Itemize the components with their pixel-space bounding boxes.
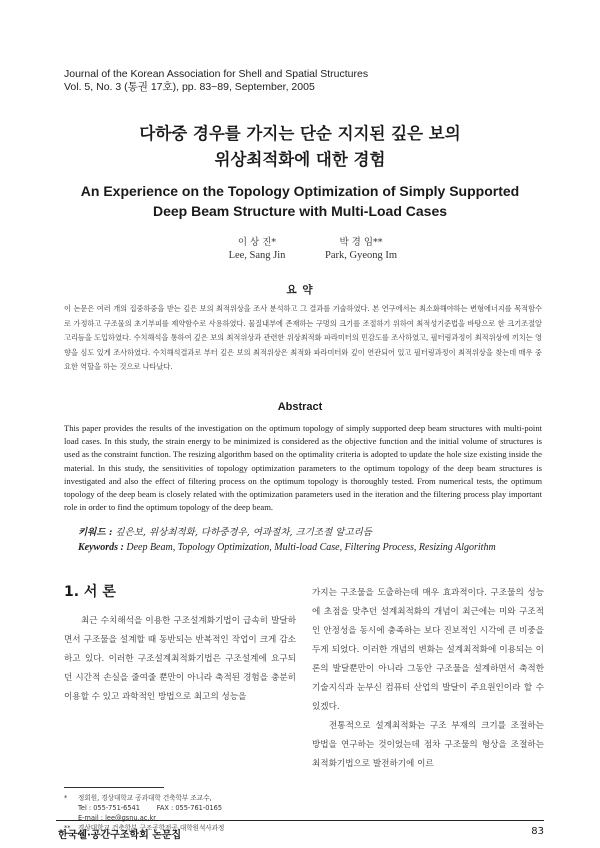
footnote-1 (64, 793, 304, 803)
author-2-english: Park, Gyeong Im (324, 250, 398, 261)
korean-title-line1: 다하중 경우를 가지는 단순 지지된 깊은 보의 (139, 124, 461, 143)
english-title-line2: Deep Beam Structure with Multi-Load Cases (152, 203, 448, 219)
intro-paragraph-1: 최근 수치해석을 이용한 구조설계화기법이 급속히 발달하면서 구조물을 설계할 때 동반되는 반복적인 작업이 크게 감소하고 있다. 이러한 구조설계최적화기법은 구조설계에 요구되던 시간적 손실을 줄여줄 뿐만이 아니라 축적된 경험을 충분히 이용할 수 있고 과학적인 방법으로 최고의 성능을 (64, 616, 296, 702)
footnote-1-contact: Tel : 055-751-6541 FAX : 055-761-0165 (78, 804, 223, 812)
footnote-1-mark: * (64, 794, 68, 802)
english-keywords-list: Deep Beam, Topology Optimization, Multi-load Case, Filtering Process, Resizing Algorithm (126, 542, 496, 553)
page-number: 83 (531, 826, 544, 837)
english-abstract-heading: Abstract (277, 401, 323, 413)
author-1-korean: 이 상 진* (237, 237, 277, 248)
korean-keywords-list: 깊은보, 위상최적화, 다하중경우, 여과절차, 크기조절 알고리듬 (115, 527, 372, 538)
journal-name: Journal of the Korean Association for Shell and Spatial Structures (64, 68, 369, 80)
english-abstract-text: This paper provides the results of the investigation on the optimum topology of simply supported deep beam structures with multi-point load cases. In this study, the strain energy to be minimized is considered as the objective function and the initial volume of structures is used as the constraint function. The resizing algorithm based on the optimality criteria is adopted to update the hole size existing inside the material. In this study, the sensitivities of topology optimization parameters to the optimum topology of the deep beam structures is investigated and also the effect of filtering process on the optimum topology is thoroughly tested. From numerical tests, the optimum topology of the deep beam is closely related with the optimization parameters used in the iteration and the filtering process play important role in order to find the optimum topology of the deep beam. (64, 423, 542, 513)
footer-journal-name: 한국쉘·공간구조학회 논문집 (58, 830, 182, 841)
intro-right-column (312, 584, 544, 774)
section-1-title: 1. 서 론 (64, 584, 116, 600)
footnote-2-line1: 경상대학교 건축학부 구조공학전공 대학원석사과정 (78, 824, 225, 832)
journal-info (64, 68, 368, 94)
intro-left-column (64, 612, 296, 707)
english-keywords (78, 542, 496, 553)
korean-keywords-label: 키워드 : (78, 527, 113, 538)
author-1-english: Lee, Sang Jin (228, 250, 286, 261)
english-keywords-label: Keywords : (78, 542, 124, 553)
korean-abstract-text: 이 논문은 여러 개의 집중하중을 받는 깊은 보의 최적위상을 조사 분석하고 그 결과를 기술하였다. 본 연구에서는 최소화해야하는 변형에너지를 목적함수로 가정하고 구조물의 초기부피를 제약함수로 사용하였다. 물질내부에 존재하는 구멍의 크기를 조절하기 위하여 최적성기준법을 바탕으로 한 크기조절알고리듬을 도입하였다. 수치해석을 통하여 깊은 보의 최적위상과 관련한 위상최적화 파라미터의 민감도를 조사하였고, 필터링과정이 최적위상에 끼치는 영향을 심도 있게 조사하였다. 수치해석결과로 부터 깊은 보의 최적위상은 최적화 파라미터와 깊이 연관되어 있고 필터링과정이 최적위상을 찾는데 매우 중요한 역할을 하는 것으로 나타났다. (64, 304, 542, 371)
korean-abstract-heading: 요 약 (286, 284, 314, 296)
english-title-line1: An Experience on the Topology Optimization of Simply Supported (80, 183, 520, 199)
korean-title-line2: 위상최적화에 대한 경험 (214, 150, 386, 169)
footnote-divider (64, 787, 164, 788)
footnote-1-line1: 정회원, 경상대학교 공과대학 건축학부 조교수, (78, 794, 212, 802)
footnote-2-mark: ** (64, 824, 71, 832)
korean-keywords (78, 524, 372, 538)
intro-paragraph-1-continued: 가지는 구조물을 도출하는데 매우 효과적이다. 구조물의 성능에 초점을 맞추던 설계최적화의 개념이 최근에는 미와 구조적인 안정성을 동시에 충족하는 보다 진보적인 시각에 큰 비중을 두게 되었다. 이러한 개념의 변화는 설계최적화에 이용되는 이론의 발달뿐만이 아니라 그동안 구조물을 설계하면서 축적한 기술지식과 눈부신 컴퓨터 산업의 발달이 주요원인이라 할 수 있겠다. (312, 588, 544, 712)
intro-paragraph-2: 전통적으로 설계최적화는 구조 부재의 크기를 조절하는 방법을 연구하는 것이었는데 점차 구조물의 형상을 조절하는 최적화기법으로 발전하기에 이르 (312, 721, 544, 769)
author-2-korean: 박 경 임** (339, 237, 383, 248)
footer-rule (56, 820, 544, 821)
journal-volume: Vol. 5, No. 3 (통권 17호), pp. 83~89, September, 2005 (64, 81, 315, 93)
footnote-1-email: E-mail : lee@gsnu.ac.kr (78, 814, 156, 822)
